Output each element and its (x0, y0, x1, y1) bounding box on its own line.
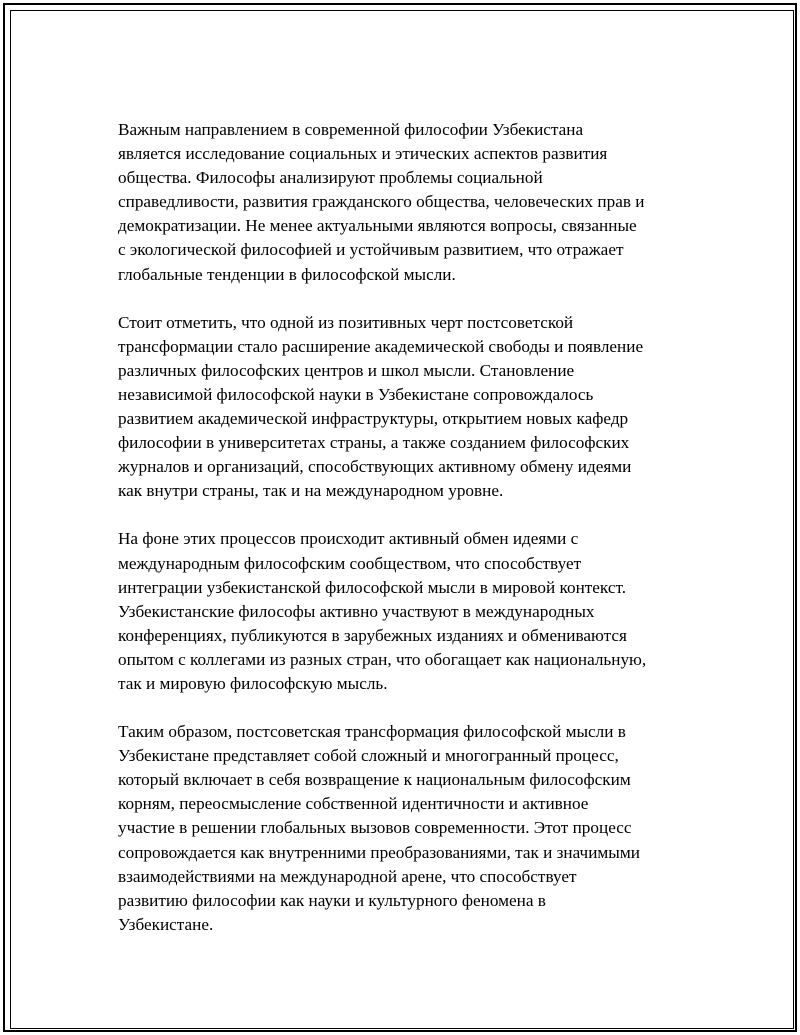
text-line: независимой философской науки в Узбекистане сопровождалось (118, 384, 594, 404)
text-line: конференциях, публикуются в зарубежных изданиях и обмениваются (118, 625, 627, 645)
document-body (118, 118, 698, 961)
text-line: глобальные тенденции в философской мысли. (118, 264, 456, 284)
text-line: Узбекистане представляет собой сложный и многогранный процесс, (118, 746, 619, 766)
paragraph-4 (118, 720, 698, 937)
text-line: общества. Философы анализируют проблемы социальной (118, 168, 543, 188)
text-line: журналов и организаций, способствующих активному обмену идеями (118, 457, 632, 477)
text-line: развитием академической инфраструктуры, открытием новых кафедр (118, 409, 629, 429)
text-line: Узбекистанские философы активно участвуют в международных (118, 601, 595, 621)
text-line: различных философских центров и школ мысли. Становление (118, 360, 575, 380)
text-line: является исследование социальных и этических аспектов развития (118, 144, 608, 164)
text-line: взаимодействиями на международной арене, что способствует (118, 866, 577, 886)
text-line: Узбекистане. (118, 914, 214, 934)
text-line: участие в решении глобальных вызовов современности. Этот процесс (118, 818, 632, 838)
text-line: международным философским сообществом, что способствует (118, 553, 582, 573)
text-line: опытом с коллегами из разных стран, что обогащает как национальную, (118, 649, 647, 669)
text-line: с экологической философией и устойчивым развитием, что отражает (118, 240, 624, 260)
text-line: демократизации. Не менее актуальными являются вопросы, связанные (118, 216, 637, 236)
text-line: Важным направлением в современной философии Узбекистана (118, 120, 584, 139)
text-line: как внутри страны, так и на международном уровне. (118, 481, 504, 501)
text-line: который включает в себя возвращение к национальным философским (118, 770, 631, 790)
text-line: справедливости, развития гражданского общества, человеческих прав и (118, 192, 645, 212)
text-line: так и мировую философскую мысль. (118, 673, 388, 693)
text-line: Стоит отметить, что одной из позитивных черт постсоветской (118, 312, 574, 332)
text-line: Таким образом, постсоветская трансформация философской мысли в (118, 722, 626, 742)
paragraph-2 (118, 311, 698, 504)
text-line: На фоне этих процессов происходит активный обмен идеями с (118, 529, 579, 549)
text-line: интеграции узбекистанской философской мысли в мировой контекст. (118, 577, 626, 597)
text-line: развитию философии как науки и культурного феномена в (118, 890, 546, 910)
text-line: сопровождается как внутренними преобразованиями, так и значимыми (118, 842, 640, 862)
text-line: философии в университетах страны, а также созданием философских (118, 433, 630, 453)
paragraph-3 (118, 527, 698, 696)
paragraph-1 (118, 118, 698, 287)
text-line: корням, переосмысление собственной идентичности и активное (118, 794, 589, 814)
text-line: трансформации стало расширение академической свободы и появление (118, 336, 644, 356)
